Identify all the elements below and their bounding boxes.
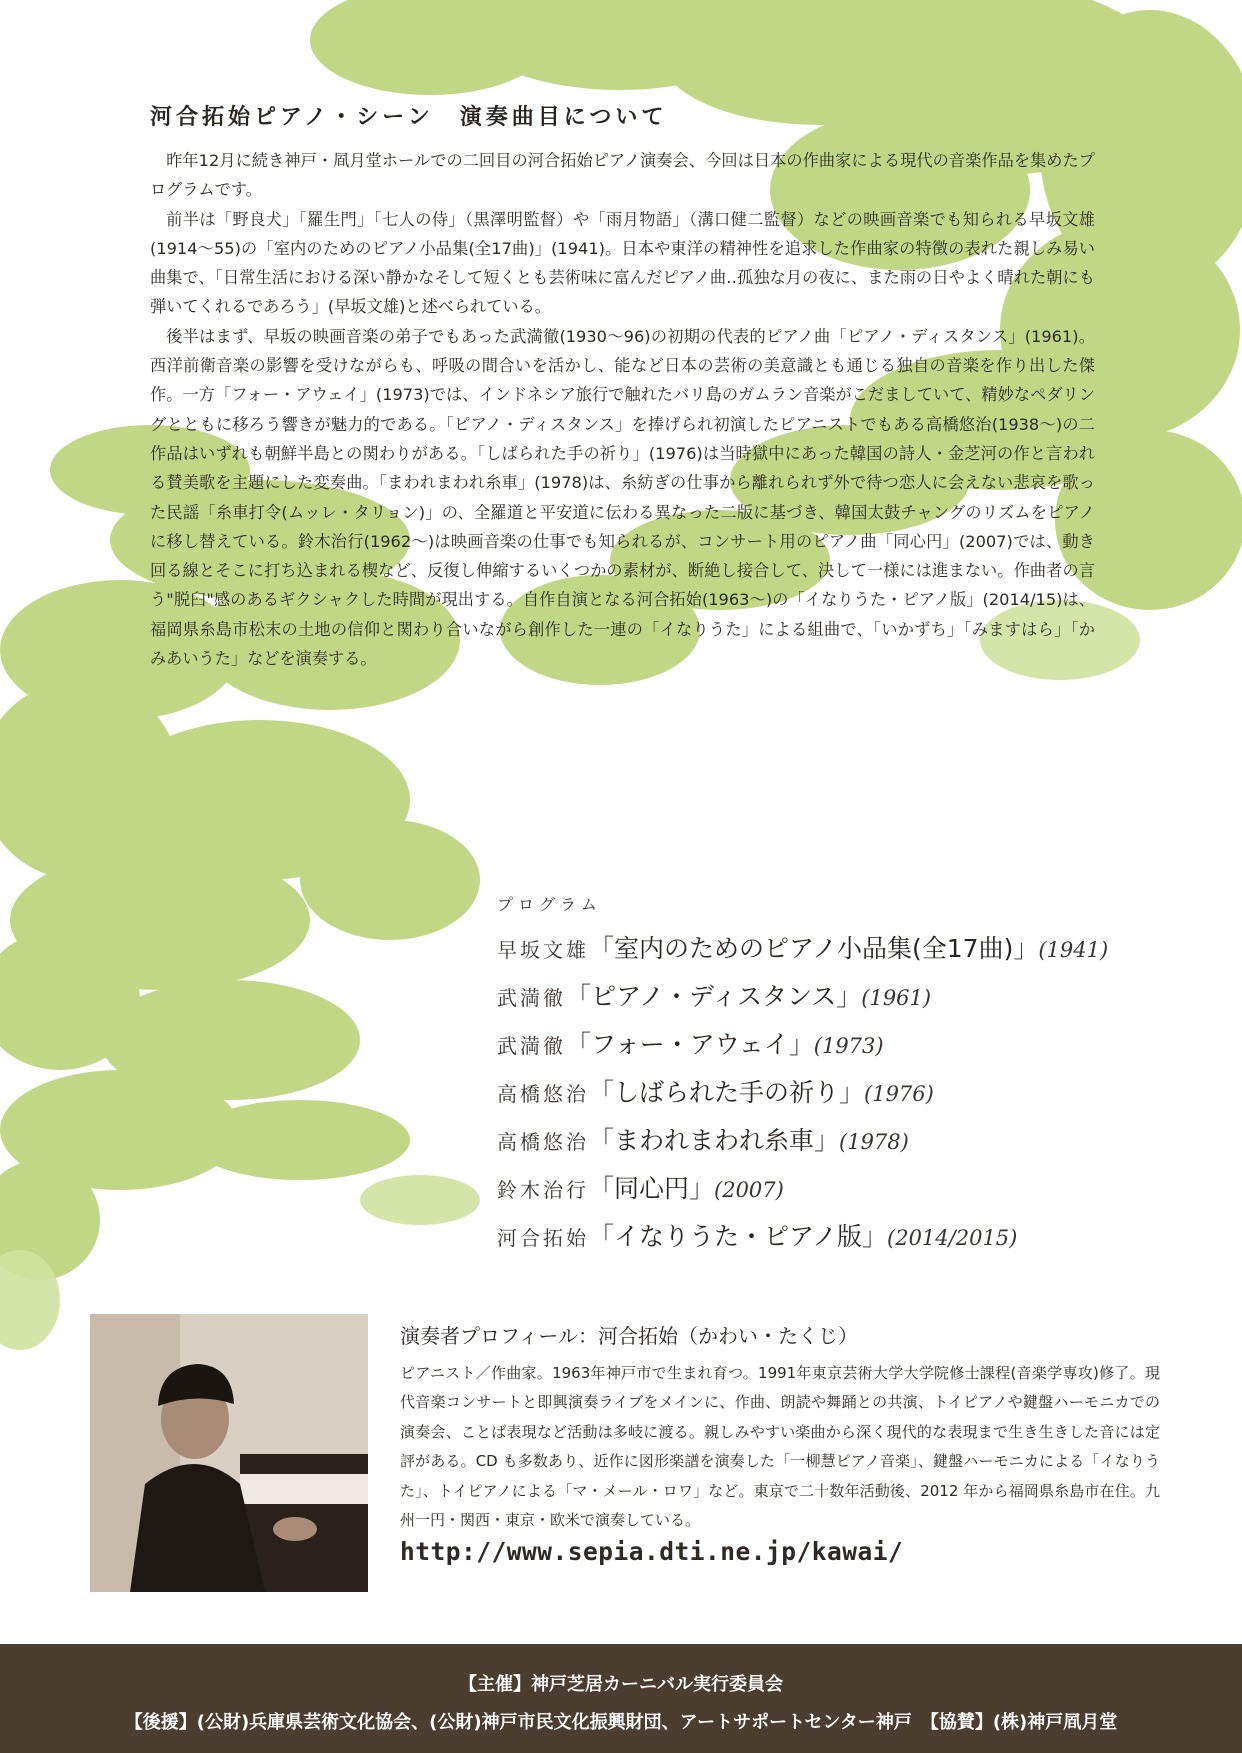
program-year: (1978) [839, 1130, 909, 1154]
program-list [497, 892, 1217, 1261]
performer-hand [273, 1517, 317, 1541]
program-year: (2007) [714, 1178, 784, 1202]
program-year: (2014/2015) [887, 1226, 1018, 1250]
leaf-cluster [190, 1100, 410, 1180]
essay-body [150, 146, 1095, 673]
program-item [497, 1213, 1217, 1261]
program-work: 「ピアノ・ディスタンス」 [566, 982, 862, 1011]
program-year: (1961) [861, 986, 932, 1010]
program-composer: 早坂文雄 [497, 938, 589, 962]
page-title: 河合拓始ピアノ・シーン 演奏曲目について [150, 105, 668, 130]
program-composer: 河合拓始 [497, 1226, 589, 1250]
program-composer: 武満徹 [497, 986, 566, 1010]
performer-profile [400, 1320, 1160, 1566]
essay-paragraph: 前半は「野良犬」「羅生門」「七人の侍」（黒澤明監督）や「雨月物語」（溝口健二監督）などの映画音楽でも知られる早坂文雄(1914～55)の「室内のためのピアノ小品集(全17曲)」(1941)。日本や東洋の精神性を追求した作曲家の特徴の表れた親しみ易い曲集で、「日常生活における深い静かなそして短くとも芸術味に富んだピアノ曲‥孤独な月の夜に、また雨の日やよく晴れた朝にも弾いてくれるであろう」(早坂文雄)と述べられている。 [150, 209, 1095, 317]
footer-organizer: 【主催】神戸芝居カーニバル実行委員会 [459, 1674, 783, 1695]
program-item [497, 1165, 1217, 1213]
profile-heading: 演奏者プロフィール：河合拓始（かわい・たくじ） [400, 1324, 858, 1348]
program-work: 「しばられた手の祈り」 [589, 1078, 865, 1107]
program-year: (1973) [813, 1034, 884, 1058]
program-item [497, 1117, 1217, 1165]
performer-photo [90, 1314, 368, 1592]
program-item [497, 973, 1217, 1021]
leaf-cluster [360, 1175, 480, 1225]
footer-sponsors: 【後援】(公財)兵庫県芸術文化協会、(公財)神戸市民文化振興財団、アートサポートセンター神戸 【協賛】(株)神戸凮月堂 [124, 1712, 1118, 1733]
program-work: 「イなりうた・ピアノ版」 [589, 1222, 888, 1251]
program-heading: プログラム [497, 895, 602, 914]
program-year: (1976) [864, 1082, 934, 1106]
footer-credits [0, 1644, 1242, 1753]
program-composer: 高橋悠治 [497, 1130, 589, 1154]
program-composer: 高橋悠治 [497, 1082, 589, 1106]
program-year: (1941) [1038, 938, 1109, 962]
profile-text: ピアニスト／作曲家。1963年神戸市で生まれ育つ。1991年東京芸術大学大学院修士課程(音楽学専攻)修了。現代音楽コンサートと即興演奏ライブをメインに、作曲、朗読や舞踊との共演、トイピアノや鍵盤ハーモニカでの演奏会、ことば表現など活動は多岐に渡る。親しみやすい楽曲から深く現代的な表現まで生き生きした音には定評がある。CD も多数あり、近作に図形楽譜を演奏した「一柳慧ピアノ音楽」、鍵盤ハーモニカによる「イなりうた」、トイピアノによる「マ・メール・ロワ」など。東京で二十数年活動後、2012 年から福岡県糸島市在住。九州一円・関西・東京・欧米で演奏している。 [400, 1364, 1160, 1530]
program-item [497, 1021, 1217, 1069]
essay-paragraph: 昨年12月に続き神戸・凮月堂ホールでの二回目の河合拓始ピアノ演奏会、今回は日本の作曲家による現代の音楽作品を集めたプログラムです。 [150, 151, 1095, 200]
program-work: 「同心円」 [589, 1174, 715, 1203]
program-work: 「フォー・アウェイ」 [566, 1030, 814, 1059]
leaf-cluster [300, 820, 480, 940]
program-work: 「まわれまわれ糸車」 [589, 1126, 840, 1155]
program-item [497, 1069, 1217, 1117]
piano-keys [240, 1474, 368, 1504]
program-composer: 鈴木治行 [497, 1178, 589, 1202]
program-composer: 武満徹 [497, 1034, 566, 1058]
program-item [497, 925, 1217, 973]
profile-url-link[interactable]: http://www.sepia.dti.ne.jp/kawai/ [400, 1537, 904, 1567]
program-work: 「室内のためのピアノ小品集(全17曲)」 [589, 934, 1039, 963]
essay-paragraph: 後半はまず、早坂の映画音楽の弟子でもあった武満徹(1930～96)の初期の代表的ピアノ曲「ピアノ・ディスタンス」(1961)。西洋前衛音楽の影響を受けながらも、呼吸の間合いを活かし、能など日本の芸術の美意識とも通じる独自の音楽を作り出した傑作。一方「フォー・アウェイ」(1973)では、インドネシア旅行で触れたバリ島のガムラン音楽がこだましていて、精妙なペダリングとともに移ろう響きが魅力的である。「ピアノ・ディスタンス」を捧げられ初演したピアニストでもある高橋悠治(1938～)の二作品はいずれも朝鮮半島との関わりがある。「しばられた手の祈り」(1976)は当時獄中にあった韓国の詩人・金芝河の作と言われる賛美歌を主題にした変奏曲。「まわれまわれ糸車」(1978)は、糸紡ぎの仕事から離れられず外で待つ恋人に会えない悲哀を歌った民謡「糸車打令(ムッレ・タリョン)」の、全羅道と平安道に伝わる異なった二版に基づき、韓国太鼓チャングのリズムをピアノに移し替えている。鈴木治行(1962～)は映画音楽の仕事でも知られるが、コンサート用のピアノ曲「同心円」(2007)では、動き回る線とそこに打ち込まれる楔など、反復し伸縮するいくつかの素材が、断絶し接合して、決して一様には進まない。作曲者の言う"脱臼"感のあるギクシャクした時間が現出する。自作自演となる河合拓始(1963～)の「イなりうた・ピアノ版」(2014/15)は、福岡県糸島市松末の土地の信仰と関わり合いながら創作した一連の「イなりうた」による組曲で、「いかずち」「みますはら」「かみあいうた」などを演奏する。 [150, 326, 1095, 669]
